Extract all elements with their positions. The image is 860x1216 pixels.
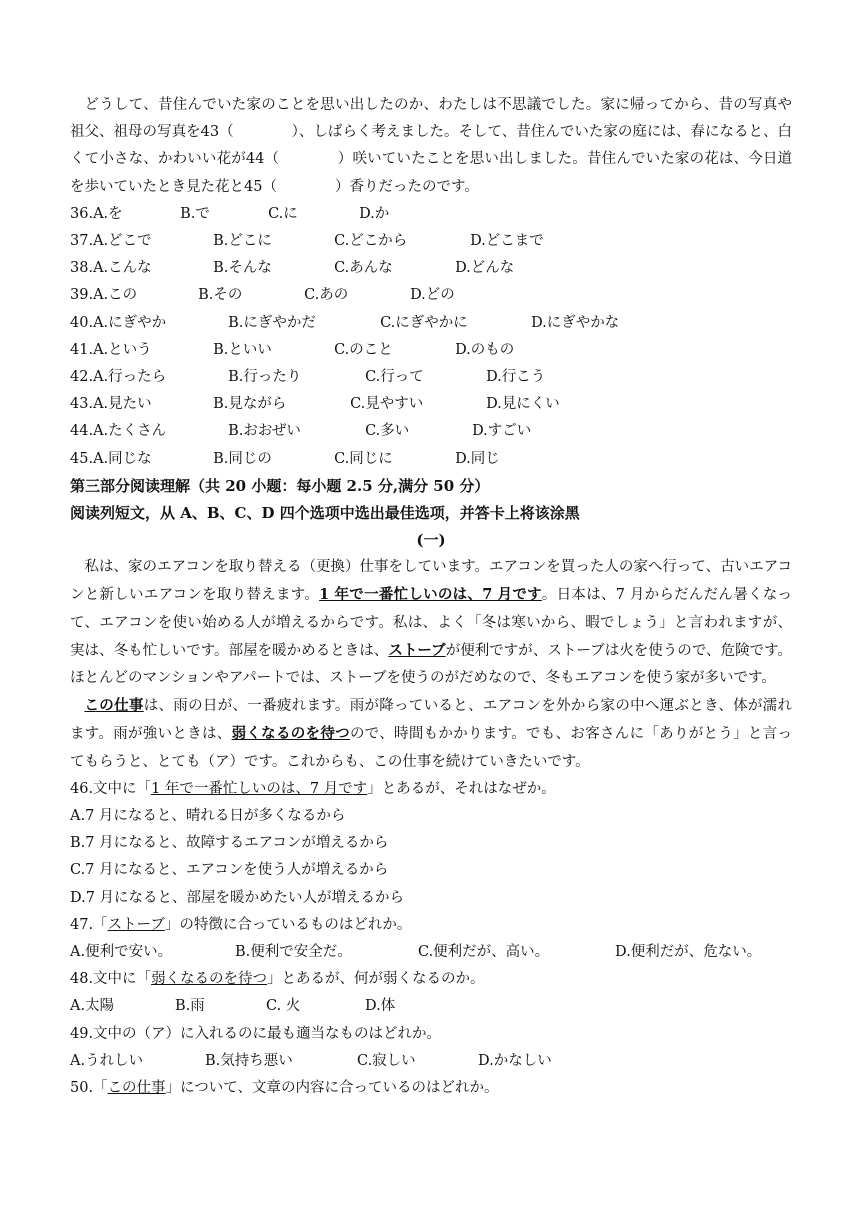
option-b: B.にぎやかだ: [228, 314, 316, 331]
question-row: [70, 255, 792, 282]
option-b: B.といい: [213, 341, 272, 358]
section-title: 第三部分阅读理解（共 20 小题：每小题 2.5 分,满分 50 分）: [70, 476, 490, 495]
option-d: D.7 月になると、部屋を暖かめたい人が増えるから: [70, 889, 405, 906]
cloze-options: [70, 201, 792, 473]
option-a: A.便利で安い。: [70, 944, 173, 960]
question-number: 43.: [70, 396, 94, 413]
option-b: B.おおぜい: [228, 423, 301, 440]
option-b: B.同じの: [213, 450, 272, 467]
passage-top-seg4: 香りだったのです。: [349, 178, 479, 195]
quoted-phrase: 1 年で一番忙しいのは、7 月です: [151, 780, 368, 797]
option-b: B.気持ち悪い: [205, 1052, 293, 1069]
option-a: A.同じな: [93, 450, 152, 467]
option-d: D.どこまで: [470, 233, 544, 249]
option-d: D.同じ: [455, 450, 500, 467]
text-segment: ので、時間もかかります。でも、お客さんに「ありがとう」と言ってもらうと、とても（ア）です。これからも、この仕事を続けていきたいです。: [70, 726, 792, 770]
option-a: A.この: [93, 287, 138, 304]
question-number: 36.: [70, 205, 94, 222]
option-c: C.行って: [365, 368, 424, 385]
question-row: [70, 364, 792, 391]
question-row: [70, 337, 792, 364]
option-c: C.に: [268, 205, 298, 222]
option-b: B.便利で安全だ。: [235, 944, 352, 960]
option-d: D.体: [365, 998, 396, 1015]
option-a: A.行ったら: [93, 368, 167, 385]
option-c: C.あの: [304, 287, 349, 304]
section-instruction: 阅读列短文，从 A、B、C、D 四个选项中选出最佳选项，并答卡上将该涂黑: [70, 503, 580, 522]
passage-top-seg1: どうして、昔住んでいた家のことを思い出したのか、わたしは不思議でした。家に帰ってから、昔の写真や祖父、祖母の写真を: [70, 97, 792, 141]
passage-1-paragraph-1: [70, 554, 792, 692]
passage-top-seg2: 、しばらく考えました。そして、昔住んでいた家の庭には、春になると、白くて小さな、かわいい花が: [70, 124, 793, 168]
underlined-phrase: ストーブ: [388, 641, 446, 659]
question-row: [70, 418, 792, 445]
question-row: [70, 201, 792, 228]
option-d: D.便利だが、危ない。: [615, 944, 762, 960]
option-b: B.行ったり: [228, 368, 302, 385]
question-46: 46.文中に「1 年で一番忙しいのは、7 月です」とあるが、それはなぜか。: [70, 780, 556, 797]
option-a: A.7 月になると、晴れる日が多くなるから: [70, 808, 346, 825]
underlined-phrase: この仕事: [84, 697, 144, 715]
underlined-phrase: 弱くなるのを待つ: [231, 725, 350, 743]
blank-45: 45（ ）: [244, 178, 350, 195]
option-a: A.にぎやか: [93, 314, 167, 331]
text-segment: 。日本は、7 月からだんだん暑くなって、エアコンを使い始める人が増えるからです。私は、よく「冬は寒いから、暇でしょう」と言われますが、実は、冬も忙しいです。部屋を暖かめるときは、: [70, 587, 792, 659]
option-d: D.にぎやかな: [531, 314, 620, 331]
option-d: D.見にくい: [486, 396, 560, 413]
quoted-phrase: ストーブ: [107, 916, 165, 933]
option-a: A.こんな: [93, 260, 152, 277]
option-b: B.そんな: [213, 260, 272, 277]
question-number: 42.: [70, 368, 94, 385]
option-c: C.多い: [365, 423, 410, 440]
option-d: D.どの: [410, 287, 455, 304]
option-d: D.か: [359, 205, 390, 222]
question-49: 49.文中の（ア）に入れるのに最も適当なものはどれか。: [70, 1025, 442, 1042]
question-number: 41.: [70, 341, 94, 358]
option-b: B.その: [198, 287, 243, 304]
option-d: D.かなしい: [478, 1052, 552, 1069]
option-c: C.にぎやかに: [380, 314, 468, 331]
option-b: B.で: [180, 205, 210, 222]
question-row: [70, 310, 792, 337]
option-b: B.どこに: [213, 233, 272, 249]
option-c: C.同じに: [334, 450, 393, 467]
option-a: A.太陽: [70, 998, 115, 1015]
option-c: C. 火: [266, 998, 301, 1015]
option-c: C.のこと: [334, 341, 393, 358]
question-number: 39.: [70, 287, 94, 304]
option-c: C.寂しい: [357, 1052, 416, 1069]
underlined-phrase: 1 年で一番忙しいのは、7 月です: [319, 586, 542, 604]
question-number: 45.: [70, 450, 94, 467]
question-number: 38.: [70, 260, 94, 277]
quoted-phrase: この仕事: [107, 1079, 166, 1096]
text-segment: が便利ですが、ストーブは火を使うので、危険です。ほとんどのマンションやアパートでは、ストーブを使うのがだめなので、冬もエアコンを使う家が多いです。: [70, 642, 793, 687]
option-c: C.あんな: [334, 260, 393, 277]
option-d: D.すごい: [472, 423, 532, 440]
option-a: A.を: [93, 205, 123, 222]
question-row: [70, 446, 792, 473]
question-50: 50.「この仕事」について、文章の内容に合っているのはどれか。: [70, 1079, 499, 1096]
option-b: B.7 月になると、故障するエアコンが増えるから: [70, 835, 389, 852]
question-number: 37.: [70, 233, 94, 249]
question-48: 48.文中に「弱くなるのを待つ」とあるが、何が弱くなるのか。: [70, 971, 485, 988]
option-a: A.という: [93, 341, 152, 358]
question-row: [70, 282, 792, 309]
passage-top-seg3: 咲いていたことを思い出しました。昔住んでいた家の花は、今日道を歩いていたとき見た花と: [70, 151, 793, 195]
option-b: B.見ながら: [213, 396, 287, 413]
exam-page: [70, 92, 792, 1102]
option-a: A.見たい: [93, 396, 152, 413]
question-47-options: [70, 939, 792, 966]
option-a: A.たくさん: [93, 423, 167, 440]
passage-label: (一): [416, 531, 446, 550]
option-c: C.7 月になると、エアコンを使う人が増えるから: [70, 862, 389, 879]
question-row: [70, 391, 792, 418]
option-c: C.見やすい: [350, 396, 424, 413]
option-c: C.便利だが、高い。: [418, 944, 550, 960]
option-a: A.どこで: [93, 233, 152, 249]
blank-44: 44（ ）: [245, 151, 353, 168]
question-47: 47.「ストーブ」の特徴に合っているものはどれか。: [70, 916, 412, 933]
question-number: 44.: [70, 423, 94, 440]
question-49-options: [70, 1048, 792, 1075]
option-c: C.どこから: [334, 233, 408, 249]
text-segment: 私は、家のエアコンを取り替える（更換）仕事をしています。エアコンを買った人の家へ行って、古いエアコンと新しいエアコンを取り替えます。: [70, 559, 792, 604]
quoted-phrase: 弱くなるのを待つ: [151, 971, 268, 988]
option-d: D.行こう: [486, 368, 546, 385]
passage-1-paragraph-2: [70, 692, 792, 776]
blank-43: 43（ ）: [200, 124, 299, 141]
text-segment: は、雨の日が、一番疲れます。雨が降っていると、エアコンを外から家の中へ運ぶとき、体が濡れます。雨が強いときは、: [70, 698, 793, 743]
option-d: D.のもの: [455, 341, 515, 358]
option-d: D.どんな: [455, 260, 515, 277]
option-b: B.雨: [175, 998, 205, 1015]
question-row: [70, 228, 792, 255]
passage-top: [70, 92, 792, 201]
option-a: A.うれしい: [70, 1052, 144, 1069]
question-number: 40.: [70, 314, 94, 331]
question-48-options: [70, 993, 792, 1020]
